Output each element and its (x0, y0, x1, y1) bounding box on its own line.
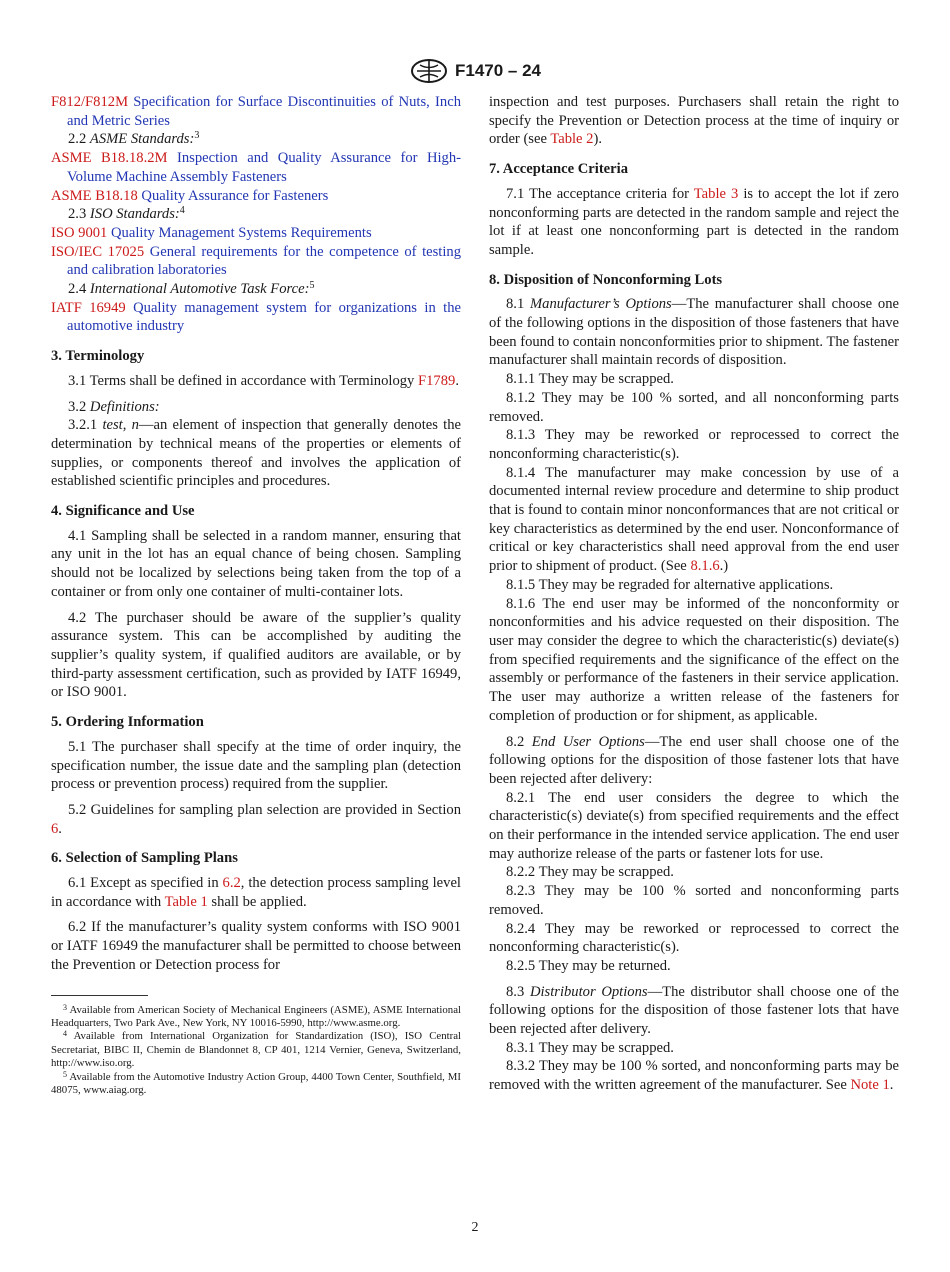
paragraph: 6.2 If the manufacturer’s quality system conforms with ISO 9001 or IATF 16949 the manufacturer shall be permitted to choose between the Prevention or Detection process for (51, 919, 461, 973)
paragraph: 8.2.2 They may be scrapped. (506, 864, 674, 881)
paragraph: 8.1.3 They may be reworked or reprocessed to correct the nonconforming characteristic(s). (489, 427, 899, 462)
paragraph: 4.2 The purchaser should be aware of the supplier’s quality assurance system. This can be accomplished by auditing the supplier’s quality system, if qualified auditors are available, or by third-party assessment certification, such as provided by IATF 16949, or ISO 9001. (51, 609, 461, 701)
cross-reference-link[interactable]: Table 2 (550, 131, 594, 148)
subsection-asme: 2.2 ASME Standards:$^3$ (68, 130, 200, 148)
paragraph: 8.2.1 The end user considers the degree to which the characteristic(s) deviate(s) from specified requirements and the effect on their performance in the intended service application. The end user may authorize release of the parts or fastener lots for use. (489, 789, 899, 862)
reference-item (51, 243, 461, 280)
paragraph: 5.1 The purchaser shall specify at the time of order inquiry, the specification number, the issue date and the sampling plan (detection process or prevention process) required from the supplier. (51, 738, 461, 793)
section-heading: 3. Terminology (51, 348, 145, 365)
cross-reference-link[interactable]: 6.2 (222, 875, 241, 892)
cross-reference-link[interactable]: Note 1 (850, 1077, 890, 1094)
reference-title[interactable]: General requirements for the competence of testing and calibration laboratories (67, 243, 461, 279)
section-heading: 5. Ordering Information (51, 714, 204, 731)
paragraph: 8.1.5 They may be regraded for alternative applications. (506, 576, 834, 593)
paragraph-continued: inspection and test purposes. Purchasers shall retain the right to specify the Prevention or Detection process at the time of inquiry or order (see Table 2). (489, 94, 899, 148)
footnote-divider (51, 995, 148, 996)
paragraph: 7.1 The acceptance criteria for Table 3 is to accept the lot if zero nonconforming parts are detected in the random sample and reject the lot if at least one nonconforming part is detected in the random sample. (489, 185, 899, 258)
reference-code[interactable]: ISO 9001 (51, 224, 108, 241)
paragraph: 8.3.2 They may be 100 % sorted, and nonconforming parts may be removed with the written agreement of the manufacturer. See Note 1. (489, 1058, 899, 1094)
reference-code[interactable]: ISO/IEC 17025 (51, 243, 145, 260)
reference-title[interactable]: Quality Management Systems Requirements (111, 224, 372, 241)
reference-code[interactable]: ASME B18.18 (51, 187, 138, 204)
footnote: $^4$ Available from International Organization for Standardization (ISO), ISO Central Secretariat, BIBC II, Chemin de Blandonnet 8, CP 401, 1214 Vernier, Geneva, Switzerland, http://www.iso.org. (51, 1029, 462, 1070)
footnote-mark: 5 (309, 280, 315, 292)
reference-title[interactable]: Quality management system for organizations in the automotive industry (67, 299, 461, 335)
reference-item (51, 93, 461, 130)
paragraph: 5.2 Guidelines for sampling plan selection are provided in Section 6. (51, 801, 461, 837)
page-header (0, 56, 950, 86)
reference-item (51, 299, 461, 336)
paragraph: 3.2 Definitions: (68, 398, 160, 415)
paragraph: 6.1 Except as specified in 6.2, the detection process sampling level in accordance with Table 1 shall be applied. (51, 875, 461, 910)
paragraph: 8.2.4 They may be reworked or reprocessed to correct the nonconforming characteristic(s). (489, 920, 899, 956)
cross-reference-link[interactable]: 8.1.6 (690, 558, 720, 575)
paragraph: 3.2.1 test, n—an element of inspection that generally denotes the determination by technical means of the properties or elements of supplies, or components thereof and involves the application of established scientific principles and procedures. (51, 417, 461, 490)
reference-code[interactable]: ASME B18.18.2M (51, 150, 168, 167)
paragraph: 8.1.4 The manufacturer may make concession by use of a documented internal review procedure and determine to ship product that is found to contain minor nonconformances that are not critical or key characteristics as determined by the end user. Nonconformance of critical or key characteristics shall need approval from the end user prior to shipment of product. (See 8.1.6.) (489, 464, 899, 575)
footnote: $^3$ Available from American Society of Mechanical Engineers (ASME), ASME International Headquarters, Two Park Ave., New York, NY 10016-5990, http://www.asme.org. (51, 1002, 461, 1029)
paragraph: 8.3 Distributor Options—The distributor shall choose one of the following options for the disposition of those fastener lots that have been rejected after delivery. (489, 983, 899, 1038)
paragraph: 8.1 Manufacturer’s Options—The manufacturer shall choose one of the following options in the disposition of those fasteners that have been found to contain nonconformities prior to shipment. The fastener manufacturer shall maintain records of disposition. (489, 296, 899, 369)
paragraph: 8.1.6 The end user may be informed of the nonconformity or nonconformities and his advice requested on their disposition. The user may consider the degree to which the characteristic(s) deviate(s) from specified requirements and the significance of the effect on the assembly or performance of the fasteners in their service application. The user may authorize a written release of the fasteners for completion of production or for shipment, as applicable. (489, 595, 899, 724)
paragraph: 8.1.2 They may be 100 % sorted, and all nonconforming parts removed. (489, 389, 899, 425)
page-number: 2 (471, 1220, 479, 1235)
reference-code[interactable]: IATF 16949 (51, 299, 126, 316)
section-heading: 4. Significance and Use (51, 503, 195, 520)
paragraph: 3.1 Terms shall be defined in accordance with Terminology F1789. (68, 372, 459, 389)
reference-item (51, 224, 461, 243)
paragraph: 4.1 Sampling shall be selected in a random manner, ensuring that any unit in the lot has an equal chance of being chosen. Sampling should not be localized by selections being taken from the top of a container or from only one container of multi-container lots. (51, 527, 461, 600)
paragraph: 8.3.1 They may be scrapped. (506, 1039, 674, 1056)
footnote: $^5$ Available from the Automotive Industry Action Group, 4400 Town Center, Southfield, MI 48075, www.aiag.org. (51, 1069, 461, 1096)
reference-item (51, 149, 461, 186)
reference-code[interactable]: F812/F812M (51, 94, 129, 110)
reference-title[interactable]: Inspection and Quality Assurance for High-Volume Machine Assembly Fasteners (67, 150, 462, 185)
cross-reference-link[interactable]: F1789 (418, 372, 456, 389)
reference-title[interactable]: Quality Assurance for Fasteners (141, 187, 329, 204)
footnote-mark: 3 (194, 130, 200, 142)
subsection-iso: 2.3 ISO Standards:$^4$ (68, 205, 185, 223)
subsection-iatf: 2.4 International Automotive Task Force:$^5$ (68, 280, 315, 298)
reference-item (51, 187, 461, 206)
paragraph: 8.1.1 They may be scrapped. (506, 371, 674, 388)
standard-designation: F1470 – 24 (454, 61, 541, 80)
section-heading: 7. Acceptance Criteria (489, 161, 628, 178)
left-column (51, 93, 461, 1097)
reference-title[interactable]: Specification for Surface Discontinuities of Nuts, Inch and Metric Series (67, 94, 461, 129)
paragraph: 8.2.3 They may be 100 % sorted and nonconforming parts removed. (489, 883, 899, 918)
section-heading: 8. Disposition of Nonconforming Lots (489, 271, 723, 288)
astm-logo-icon (409, 58, 449, 84)
cross-reference-link[interactable]: 6 (51, 820, 59, 837)
paragraph: 8.2.5 They may be returned. (506, 957, 671, 974)
cross-reference-link[interactable]: Table 1 (164, 893, 208, 910)
footnote-mark: 4 (179, 205, 185, 217)
right-column (489, 93, 899, 1095)
cross-reference-link[interactable]: Table 3 (693, 185, 739, 202)
paragraph: 8.2 End User Options—The end user shall choose one of the following options for the disposition of those fastener lots that have been rejected after delivery: (489, 733, 899, 787)
section-heading: 6. Selection of Sampling Plans (51, 850, 238, 867)
